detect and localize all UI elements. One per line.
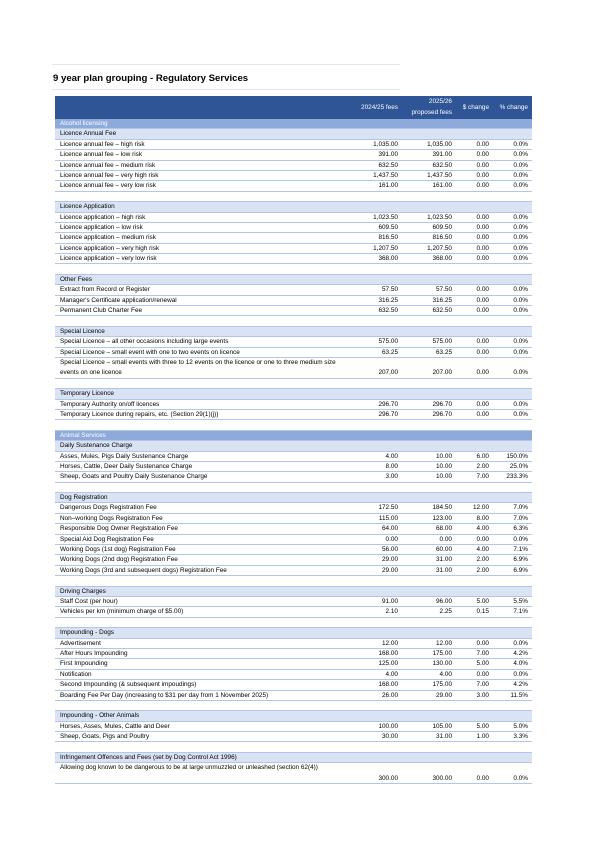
row-label: Licence application – very low risk (60, 255, 157, 263)
fee-2025: 316.25 (432, 296, 452, 304)
fee-2024: 1,035.00 (373, 140, 398, 148)
pct-change: 7.0% (513, 514, 528, 522)
dollar-change: 0.00 (476, 286, 489, 294)
fee-2024: 115.00 (378, 514, 398, 522)
fee-2024: 29.00 (382, 566, 398, 574)
fee-2024: 207.00 (378, 369, 398, 377)
pct-change: 0.0% (513, 182, 528, 190)
table-row (55, 722, 532, 732)
table-row (55, 597, 532, 607)
dollar-change: 12.00 (473, 504, 489, 512)
pct-change: 0.0% (513, 171, 528, 179)
row-label: First Impounding (60, 660, 108, 668)
table-row (55, 514, 532, 524)
spacer-row (55, 420, 532, 430)
row-label: Impounding - Other Animals (60, 712, 140, 720)
fee-2025: 1,035.00 (427, 140, 452, 148)
fee-2024: 1,023.50 (373, 213, 398, 221)
page-title: 9 year plan grouping - Regulatory Services (53, 73, 249, 84)
table-row (55, 410, 532, 420)
pct-change: 7.1% (513, 546, 528, 554)
group-header (55, 628, 532, 638)
row-label: After Hours Impounding (60, 649, 128, 657)
spacer-row (55, 618, 532, 628)
dollar-change: 3.00 (476, 691, 489, 699)
fee-2024: 64.00 (382, 525, 398, 533)
group-header (55, 441, 532, 451)
row-label: Animal Services (60, 431, 106, 439)
group-header (55, 327, 532, 337)
fee-2025: 632.50 (432, 161, 452, 169)
fee-2025: 816.50 (432, 234, 452, 242)
dollar-change: 5.00 (476, 722, 489, 730)
row-label: Working Dogs (2nd dog) Registration Fee (60, 556, 178, 564)
fee-2024: 30.00 (382, 733, 398, 741)
row-label: Notification (60, 670, 92, 678)
pct-change: 0.0% (513, 140, 528, 148)
pct-change: 0.0% (513, 244, 528, 252)
row-label: Impounding - Dogs (60, 629, 114, 637)
section-header (55, 431, 532, 441)
fee-2025: 175.00 (432, 681, 452, 689)
row-label: Alcohol licensing (60, 120, 108, 127)
pct-change: 5.5% (513, 597, 528, 605)
fee-2025: 184.50 (432, 504, 452, 512)
row-label: Licence annual fee – very low risk (60, 182, 156, 190)
table-row (55, 244, 532, 254)
fee-2025: 105.00 (432, 722, 452, 730)
fee-2025: 96.00 (436, 597, 452, 605)
fee-2024: 4.00 (385, 452, 398, 460)
dollar-change: 0.00 (476, 244, 489, 252)
dollar-change: 0.00 (476, 348, 489, 356)
pct-change: 0.0% (513, 338, 528, 346)
row-label: Daily Sustenance Charge (60, 442, 133, 450)
row-label: Licence annual fee – medium risk (60, 161, 156, 169)
fee-2024: 1,437.50 (373, 171, 398, 179)
pct-change: 7.0% (513, 504, 528, 512)
table-header (55, 96, 532, 119)
spacer-row (55, 264, 532, 274)
fee-2025: 300.00 (432, 774, 452, 782)
fee-2024: 816.50 (378, 234, 398, 242)
fee-2025: 391.00 (432, 151, 452, 159)
pct-change: 0.0% (513, 774, 528, 782)
table-row (55, 348, 532, 358)
pct-change: 4.0% (513, 660, 528, 668)
table-row (55, 732, 532, 742)
dollar-change: 7.00 (476, 649, 489, 657)
table-row (55, 555, 532, 565)
row-label: Allowing dog known to be dangerous to be at large unmuzzled or unleashed (section 62(4)) (60, 764, 318, 772)
pct-change: 6.3% (513, 525, 528, 533)
pct-change: 7.1% (513, 608, 528, 616)
dollar-change: 0.00 (476, 182, 489, 190)
fee-2024: 296.70 (378, 410, 398, 418)
table-row (55, 161, 532, 171)
table-row (55, 358, 532, 379)
row-label: Dog Registration (60, 494, 108, 502)
section-header (55, 119, 532, 129)
fee-2025: 31.00 (436, 556, 452, 564)
row-label: Licence application – very high risk (60, 244, 160, 252)
header-dollar-change: $ change (462, 104, 489, 111)
table-row (55, 524, 532, 534)
row-label: Responsible Dog Owner Registration Fee (60, 525, 178, 533)
dollar-change: 0.00 (476, 223, 489, 231)
pct-change: 0.0% (513, 286, 528, 294)
dollar-change: 7.00 (476, 681, 489, 689)
fee-2025: 2.25 (439, 608, 452, 616)
fee-2025: 175.00 (432, 649, 452, 657)
row-label: Temporary Licence (60, 390, 114, 398)
pct-change: 0.0% (513, 151, 528, 159)
dollar-change: 0.00 (476, 410, 489, 418)
row-label: Non–working Dogs Registration Fee (60, 514, 163, 522)
table-row (55, 223, 532, 233)
top-divider (52, 64, 400, 65)
fee-2025: 632.50 (432, 307, 452, 315)
fee-2024: 296.70 (378, 400, 398, 408)
row-label: Extract from Record or Register (60, 286, 150, 294)
table-row (55, 296, 532, 306)
row-label: Dangerous Dogs Registration Fee (60, 504, 157, 512)
table-body (55, 119, 532, 784)
fee-2024: 91.00 (382, 597, 398, 605)
fee-2025: 57.50 (436, 286, 452, 294)
table-row (55, 150, 532, 160)
fee-2025: 60.00 (436, 546, 452, 554)
fee-2024: 26.00 (382, 691, 398, 699)
row-label: Special Licence – all other occasions including large events (60, 338, 229, 346)
pct-change: 11.5% (510, 691, 528, 699)
fee-2025: 296.70 (432, 400, 452, 408)
table-row (55, 763, 532, 784)
dollar-change: 0.00 (476, 213, 489, 221)
table-row (55, 535, 532, 545)
spacer-row (55, 742, 532, 752)
pct-change: 0.0% (513, 223, 528, 231)
dollar-change: 4.00 (476, 546, 489, 554)
pct-change: 0.0% (513, 213, 528, 221)
fee-2025: 4.00 (439, 670, 452, 678)
fee-2024: 161.00 (378, 182, 398, 190)
dollar-change: 5.00 (476, 597, 489, 605)
fee-2025: 123.00 (432, 514, 452, 522)
fee-2024: 125.00 (378, 660, 398, 668)
table-row (55, 254, 532, 264)
row-label: Licence Annual Fee (60, 130, 117, 138)
pct-change: 0.0% (513, 307, 528, 315)
fees-table (55, 96, 532, 784)
dollar-change: 8.00 (476, 514, 489, 522)
fee-2024: 4.00 (385, 670, 398, 678)
spacer-row (55, 316, 532, 326)
group-header (55, 753, 532, 763)
dollar-change: 0.00 (476, 234, 489, 242)
dollar-change: 0.00 (476, 296, 489, 304)
dollar-change: 0.00 (476, 774, 489, 782)
table-row (55, 566, 532, 576)
pct-change: 0.0% (513, 535, 528, 543)
table-row (55, 545, 532, 555)
table-row (55, 680, 532, 690)
row-label: Sheep, Goats and Poultry Daily Sustenance Charge (60, 473, 208, 481)
table-row (55, 503, 532, 513)
row-label: Driving Charges (60, 587, 106, 595)
dollar-change: 0.00 (476, 161, 489, 169)
fee-2025: 207.00 (432, 369, 452, 377)
row-label: Special Licence – small events with three to 12 events on the licence or one to three medium size events on one licence (60, 358, 336, 377)
row-label: Sheep, Goats, Pigs and Poultry (60, 733, 150, 741)
pct-change: 0.0% (513, 234, 528, 242)
pct-change: 150.0% (506, 452, 528, 460)
fee-2024: 575.00 (378, 338, 398, 346)
spacer-row (55, 379, 532, 389)
dollar-change: 0.00 (476, 338, 489, 346)
row-label: Licence Application (60, 203, 115, 211)
row-label: Licence application – medium risk (60, 234, 156, 242)
header-pct-change: % change (499, 104, 528, 111)
spacer-row (55, 576, 532, 586)
dollar-change: 0.00 (476, 670, 489, 678)
fee-2025: 12.00 (436, 639, 452, 647)
fee-2024: 316.25 (378, 296, 398, 304)
dollar-change: 0.00 (476, 140, 489, 148)
spacer-row (55, 483, 532, 493)
row-label: Working Dogs (1st dog) Registration Fee (60, 546, 176, 554)
fee-2025: 31.00 (436, 733, 452, 741)
dollar-change: 0.00 (476, 307, 489, 315)
pct-change: 0.0% (513, 639, 528, 647)
fee-2024: 63.25 (382, 348, 398, 356)
row-label: Manager's Certificate application/renewal (60, 296, 177, 304)
dollar-change: 0.00 (476, 255, 489, 263)
dollar-change: 0.00 (476, 400, 489, 408)
row-label: Boarding Fee Per Day (increasing to $31 per day from 1 November 2025) (60, 691, 269, 699)
row-label: Temporary Licence during repairs, etc. (Section 29(1)(j)) (60, 410, 219, 418)
fee-2024: 368.00 (378, 255, 398, 263)
table-row (55, 213, 532, 223)
row-label: Advertisement (60, 639, 101, 647)
dollar-change: 2.00 (476, 462, 489, 470)
pct-change: 0.0% (513, 410, 528, 418)
dollar-change: 0.00 (476, 369, 489, 377)
row-label: Staff Cost (per hour) (60, 597, 118, 605)
dollar-change: 2.00 (476, 566, 489, 574)
fee-2025: 10.00 (436, 462, 452, 470)
fee-2025: 1,023.50 (427, 213, 452, 221)
fee-2025: 130.00 (432, 660, 452, 668)
fee-2024: 100.00 (378, 722, 398, 730)
fee-2024: 3.00 (385, 473, 398, 481)
pct-change: 6.9% (513, 566, 528, 574)
fee-2024: 632.50 (378, 161, 398, 169)
fee-2025: 63.25 (436, 348, 452, 356)
table-row (55, 670, 532, 680)
fee-2024: 0.00 (385, 535, 398, 543)
row-label: Special Licence (60, 327, 105, 335)
fee-2025: 296.70 (432, 410, 452, 418)
group-header (55, 711, 532, 721)
header-2025-fees-line2: proposed fees (411, 109, 452, 116)
dollar-change: 5.00 (476, 660, 489, 668)
dollar-change: 0.00 (476, 535, 489, 543)
header-2025-fees-line1: 2025/26 (428, 98, 452, 105)
dollar-change: 0.15 (476, 608, 489, 616)
row-label: Horses, Cattle, Deer Daily Sustenance Charge (60, 462, 193, 470)
header-2024-fees: 2024/25 fees (361, 104, 398, 111)
group-header (55, 587, 532, 597)
table-row (55, 140, 532, 150)
spacer-row (55, 192, 532, 202)
row-label: Infringement Offences and Fees (set by Dog Control Act 1996) (60, 753, 237, 761)
row-label: Temporary Authority on/off licences (60, 400, 160, 408)
dollar-change: 0.00 (476, 151, 489, 159)
table-row (55, 659, 532, 669)
fee-2025: 68.00 (436, 525, 452, 533)
fee-2025: 31.00 (436, 566, 452, 574)
dollar-change: 1.00 (476, 733, 489, 741)
fee-2024: 172.50 (378, 504, 398, 512)
pct-change: 6.9% (513, 556, 528, 564)
dollar-change: 2.00 (476, 556, 489, 564)
row-label: Asses, Mules, Pigs Daily Sustenance Charge (60, 452, 189, 460)
dollar-change: 0.00 (476, 639, 489, 647)
row-label: Horses, Asses, Mules, Cattle and Deer (60, 722, 170, 730)
table-row (55, 285, 532, 295)
pct-change: 0.0% (513, 161, 528, 169)
row-label: Special Aid Dog Registration Fee (60, 535, 154, 543)
pct-change: 0.0% (513, 369, 528, 377)
dollar-change: 0.00 (476, 171, 489, 179)
spacer-row (55, 701, 532, 711)
table-row (55, 472, 532, 482)
fee-2025: 29.00 (436, 691, 452, 699)
fee-2025: 10.00 (436, 452, 452, 460)
group-header (55, 389, 532, 399)
fee-2024: 12.00 (382, 639, 398, 647)
fee-2025: 10.00 (436, 473, 452, 481)
table-row (55, 452, 532, 462)
row-label: Second Impounding (& subsequent impoudings) (60, 681, 197, 689)
dollar-change: 7.00 (476, 473, 489, 481)
table-row (55, 639, 532, 649)
fee-2024: 57.50 (382, 286, 398, 294)
dollar-change: 4.00 (476, 525, 489, 533)
pct-change: 0.0% (513, 296, 528, 304)
pct-change: 0.0% (513, 670, 528, 678)
row-label: Licence annual fee – high risk (60, 140, 145, 148)
fee-2024: 609.50 (378, 223, 398, 231)
pct-change: 0.0% (513, 348, 528, 356)
table-row (55, 607, 532, 617)
table-row (55, 306, 532, 316)
pct-change: 5.0% (513, 722, 528, 730)
group-header (55, 275, 532, 285)
fee-2025: 609.50 (432, 223, 452, 231)
group-header (55, 202, 532, 212)
fee-2024: 8.00 (385, 462, 398, 470)
fee-2024: 168.00 (378, 649, 398, 657)
fee-2025: 0.00 (439, 535, 452, 543)
title-divider (52, 89, 400, 90)
row-label: Licence application – low risk (60, 223, 143, 231)
fee-2024: 1,207.50 (373, 244, 398, 252)
group-header (55, 129, 532, 139)
table-row (55, 181, 532, 191)
pct-change: 3.3% (513, 733, 528, 741)
fee-2024: 29.00 (382, 556, 398, 564)
row-label: Licence annual fee – low risk (60, 151, 143, 159)
fee-2024: 56.00 (382, 546, 398, 554)
fee-2025: 575.00 (432, 338, 452, 346)
fee-2025: 1,207.50 (427, 244, 452, 252)
pct-change: 0.0% (513, 255, 528, 263)
pct-change: 25.0% (509, 462, 528, 470)
fee-2025: 368.00 (432, 255, 452, 263)
fee-2024: 2.10 (385, 608, 398, 616)
fee-2024: 168.00 (378, 681, 398, 689)
row-label: Licence application – high risk (60, 213, 146, 221)
pct-change: 4.2% (513, 649, 528, 657)
fee-2025: 161.00 (432, 182, 452, 190)
row-label: Special Licence – small event with one to two events on licence (60, 348, 240, 356)
table-row (55, 691, 532, 701)
pct-change: 0.0% (513, 400, 528, 408)
fee-2024: 391.00 (378, 151, 398, 159)
fee-2024: 300.00 (378, 774, 398, 782)
row-label: Vehicles per km (minimum charge of $5.00) (60, 608, 184, 616)
table-row (55, 400, 532, 410)
pct-change: 4.2% (513, 681, 528, 689)
table-row (55, 462, 532, 472)
table-row (55, 171, 532, 181)
row-label: Working Dogs (3rd and subsequent dogs) Registration Fee (60, 566, 227, 574)
fee-2025: 1,437.50 (427, 171, 452, 179)
table-row (55, 233, 532, 243)
dollar-change: 6.00 (476, 452, 489, 460)
table-row (55, 337, 532, 347)
pct-change: 233.3% (506, 473, 528, 481)
row-label: Permanent Club Charter Fee (60, 307, 143, 315)
table-row (55, 649, 532, 659)
group-header (55, 493, 532, 503)
row-label: Licence annual fee – very high risk (60, 171, 159, 179)
fee-2024: 632.50 (378, 307, 398, 315)
row-label: Other Fees (60, 275, 92, 283)
